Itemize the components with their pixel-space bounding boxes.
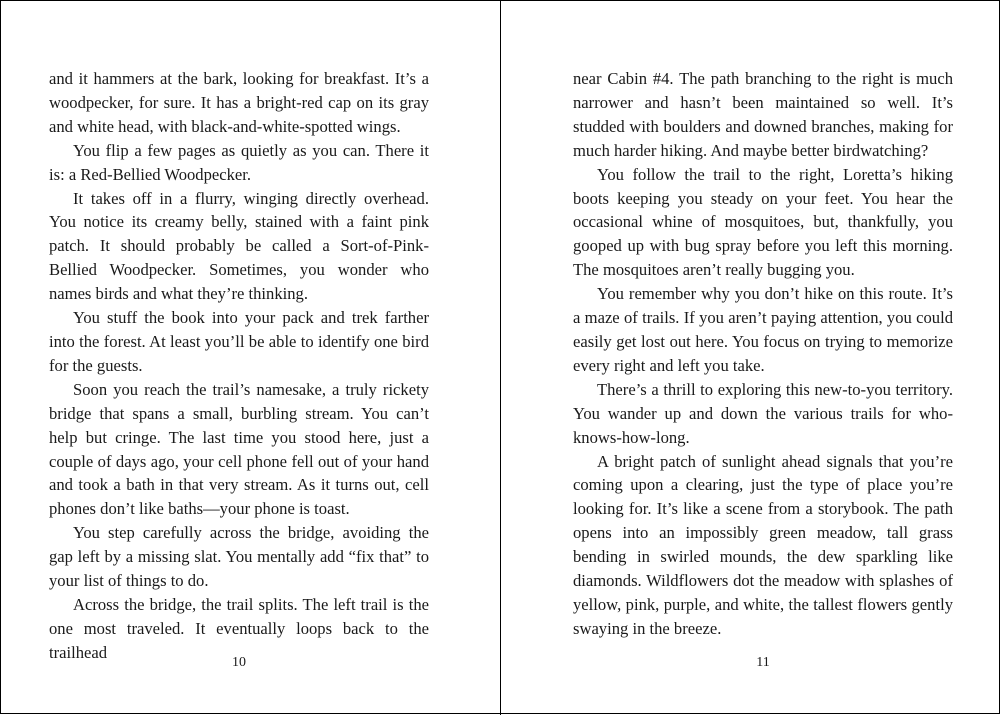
left-paragraph-6: You step carefully across the bridge, avoiding the gap left by a missing slat. You mentally add “fix that” to your list of things to do. [49,523,429,591]
right-page-body [573,67,953,641]
right-paragraph-5: A bright patch of sunlight ahead signals that you’re coming upon a clearing, just the type of place you’re looking for. It’s like a scene from a storybook. The path opens into an impossibly green meadow, tall grass bending in swirled mounds, the dew sparkling like diamonds. Wildflowers dot the meadow with splashes of yellow, pink, purple, and white, the tallest flowers gently swaying in the breeze. [573,451,953,638]
left-paragraph-7: Across the bridge, the trail splits. The left trail is the one most traveled. It eventually loops back to the trailhead [49,594,429,662]
page-gutter-divider [500,1,501,715]
left-paragraph-3: It takes off in a flurry, winging directly overhead. You notice its creamy belly, stained with a faint pink patch. It should probably be called a Sort-of-Pink-Bellied Woodpecker. Sometimes, you wonder who names birds and what they’re thinking. [49,188,429,304]
left-paragraph-2: You flip a few pages as quietly as you can. There it is: a Red-Bellied Woodpecker. [49,140,429,184]
left-page-number: 10 [232,655,246,670]
left-paragraph-1: and it hammers at the bark, looking for breakfast. It’s a woodpecker, for sure. It has a bright-red cap on its gray and white head, with black-and-white-spotted wings. [49,69,429,136]
left-paragraph-5: Soon you reach the trail’s namesake, a truly rickety bridge that spans a small, burbling stream. You can’t help but cringe. The last time you stood here, just a couple of days ago, your cell phone fell out of your hand and took a bath in that very stream. As it turns out, cell phones don’t like baths—your phone is toast. [49,379,429,519]
right-paragraph-4: There’s a thrill to exploring this new-to-you territory. You wander up and down the various trails for who-knows-how-long. [573,379,953,447]
left-paragraph-4: You stuff the book into your pack and trek farther into the forest. At least you’ll be able to identify one bird for the guests. [49,308,429,375]
right-paragraph-1: near Cabin #4. The path branching to the right is much narrower and hasn’t been maintained so well. It’s studded with boulders and downed branches, making for much harder hiking. And maybe better birdwatching? [573,69,953,160]
right-paragraph-3: You remember why you don’t hike on this route. It’s a maze of trails. If you aren’t paying attention, you could easily get lost out here. You focus on trying to memorize every right and left you take. [573,284,953,375]
right-paragraph-2: You follow the trail to the right, Loretta’s hiking boots keeping you steady on your feet. You hear the occasional whine of mosquitoes, but, thankfully, you gooped up with bug spray before you left this morning. The mosquitoes aren’t really bugging you. [573,164,953,280]
left-page-body [49,67,429,665]
right-page-number: 11 [756,655,770,670]
